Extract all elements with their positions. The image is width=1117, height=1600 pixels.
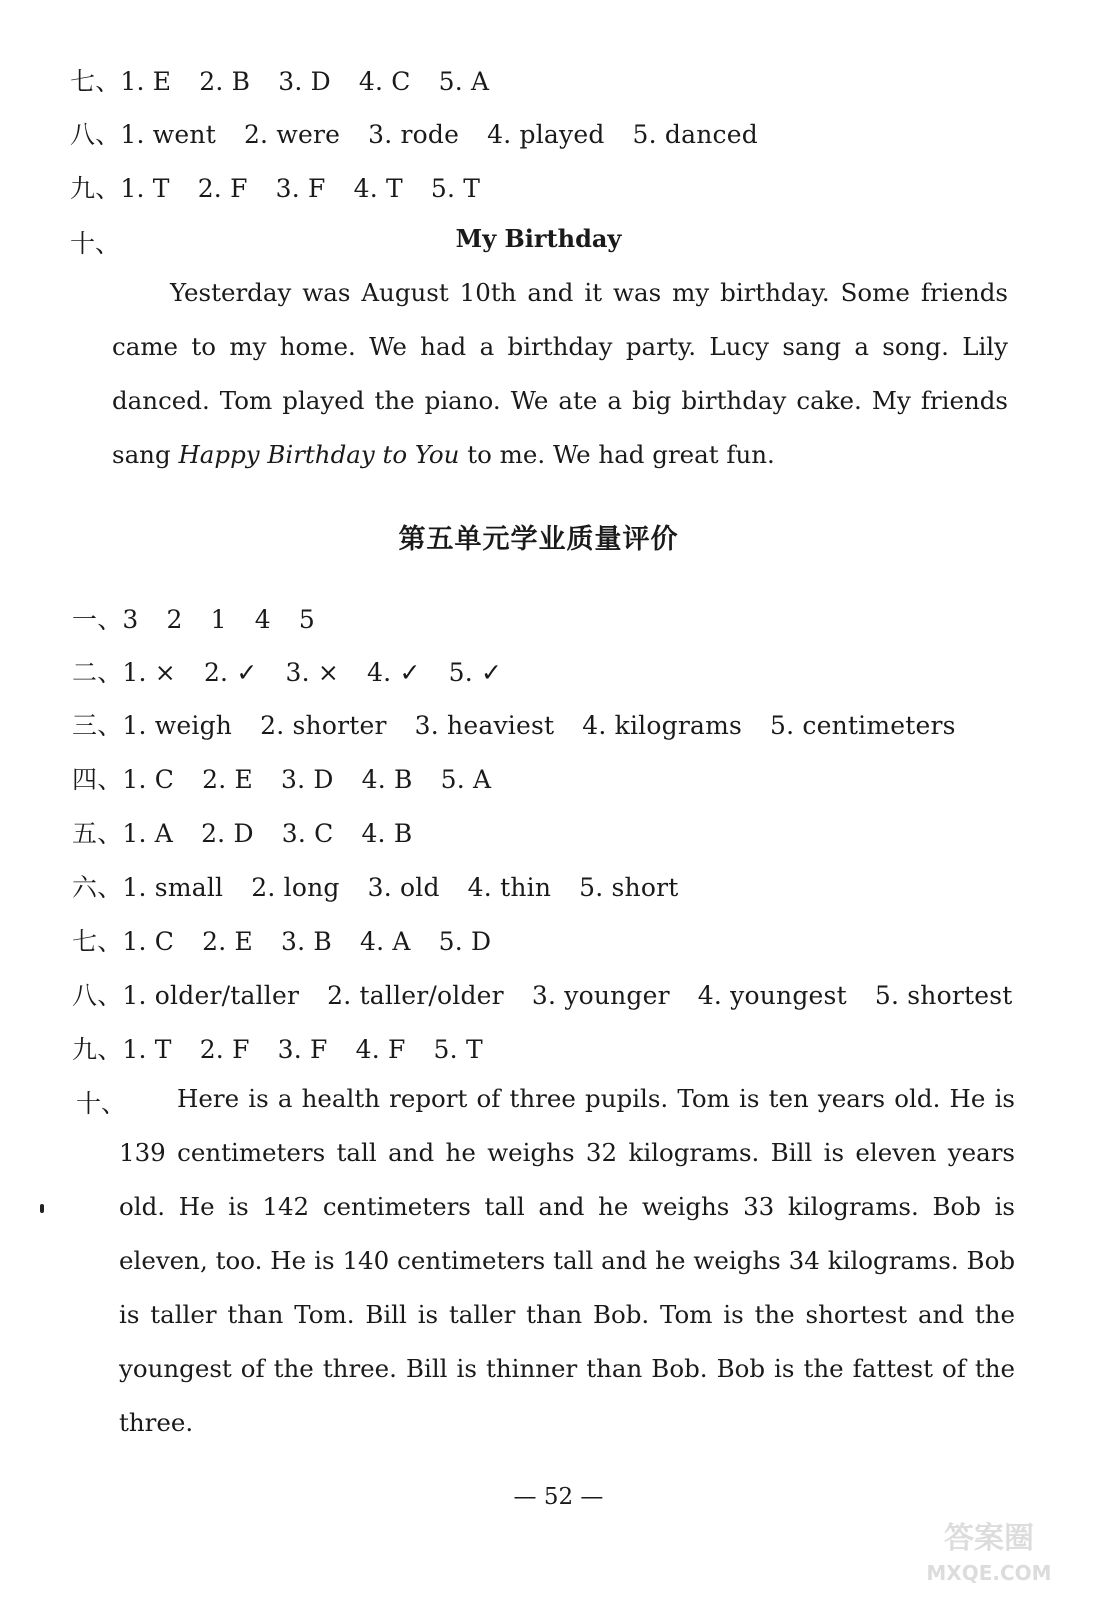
answer-row-4 bbox=[72, 760, 491, 796]
answer-item: 2. long bbox=[251, 873, 340, 902]
answer-item: 2. F bbox=[197, 174, 248, 203]
answer-item: 3. × bbox=[285, 658, 340, 687]
answer-item: 3. C bbox=[281, 819, 334, 848]
answer-item: 2. shorter bbox=[260, 711, 387, 740]
answer-item: 2. were bbox=[243, 120, 341, 149]
answer-item: 3. rode bbox=[368, 120, 460, 149]
unit-title: 第五单元学业质量评价 bbox=[398, 524, 679, 555]
answer-row-5 bbox=[72, 814, 412, 850]
answer-row-8 bbox=[72, 976, 1013, 1012]
answer-item: 2. B bbox=[199, 67, 251, 96]
essay-text: to me. We had great fun. bbox=[459, 440, 775, 469]
section-prefix: 三、 bbox=[72, 711, 123, 740]
answer-item: 3. F bbox=[275, 174, 326, 203]
answer-item: 3. B bbox=[281, 927, 332, 956]
answer-item: 4. B bbox=[361, 765, 413, 794]
answer-item: 4. ✓ bbox=[367, 658, 421, 687]
answer-item: 2. ✓ bbox=[203, 658, 258, 687]
answer-item: 4. thin bbox=[467, 873, 552, 902]
answer-item: 5. T bbox=[430, 174, 481, 203]
answer-item: 5. centimeters bbox=[770, 711, 956, 740]
essay-title: My Birthday bbox=[455, 224, 622, 253]
answer-row-3 bbox=[72, 706, 956, 742]
answer-item: 5. danced bbox=[632, 120, 758, 149]
section-prefix: 七、 bbox=[70, 67, 121, 96]
answer-item: 1. older/taller bbox=[122, 981, 300, 1010]
answer-item: 4. youngest bbox=[697, 981, 847, 1010]
section-prefix: 六、 bbox=[72, 873, 123, 902]
answer-item: 4. B bbox=[361, 819, 413, 848]
answer-item: 2. D bbox=[201, 819, 254, 848]
answer-row-9 bbox=[72, 1030, 483, 1066]
answer-item: 5. shortest bbox=[874, 981, 1013, 1010]
answer-item: 1. T bbox=[122, 1035, 172, 1064]
section-prefix: 五、 bbox=[72, 819, 123, 848]
answer-item: 4 bbox=[254, 605, 271, 634]
section-prefix: 二、 bbox=[72, 658, 123, 687]
answer-item: 3. F bbox=[277, 1035, 328, 1064]
watermark-line1: 答案圈 bbox=[944, 1521, 1034, 1556]
answer-item: 3. heaviest bbox=[414, 711, 555, 740]
answer-item: 1. C bbox=[122, 927, 175, 956]
answer-item: 4. T bbox=[353, 174, 403, 203]
answer-item: 1. weigh bbox=[122, 711, 233, 740]
answer-item: 2. F bbox=[199, 1035, 250, 1064]
answer-item: 1. A bbox=[122, 819, 174, 848]
answer-item: 5. A bbox=[438, 67, 490, 96]
answer-item: 1. × bbox=[122, 658, 176, 687]
section-prefix: 四、 bbox=[72, 765, 123, 794]
section-prefix: 八、 bbox=[72, 981, 123, 1010]
answer-item: 1 bbox=[210, 605, 227, 634]
essay-paragraph-birthday bbox=[112, 266, 1008, 482]
section-prefix-10-unit: 十、 bbox=[76, 1089, 127, 1118]
page-number: — 52 — bbox=[513, 1484, 604, 1510]
essay-text: Yesterday was August 10th and it was my birthday. Some friends came to my home. We had a birthday party. Lucy sang a song. Lily danced. Tom played the piano. We ate a big birthday cake. My friends sang bbox=[112, 278, 1008, 469]
watermark-logo bbox=[889, 1510, 1089, 1590]
answer-item: 1. T bbox=[120, 174, 170, 203]
answer-item: 4. F bbox=[355, 1035, 406, 1064]
section-prefix-10-top: 十、 bbox=[70, 229, 121, 258]
watermark-line2: MXQE.COM bbox=[926, 1561, 1052, 1585]
answer-item: 3. D bbox=[281, 765, 334, 794]
section-prefix: 九、 bbox=[70, 174, 121, 203]
answer-item: 3. younger bbox=[531, 981, 670, 1010]
essay-text: Here is a health report of three pupils. Tom is ten years old. He is 139 centimeters tall and he weighs 32 kilograms. Bill is eleven years old. He is 142 centimeters tall and he weighs 33 kilograms. Bob is eleven, too. He is 140 centimeters tall and he weighs 34 kilograms. Bob is taller than Tom. Bill is taller than Bob. Tom is the shortest and the youngest of the three. Bill is thinner than Bob. Bob is the fattest of the three. bbox=[119, 1084, 1015, 1437]
answer-row-7-top bbox=[70, 62, 489, 98]
answer-item: 3. old bbox=[367, 873, 440, 902]
answer-item: 2. E bbox=[202, 765, 253, 794]
scan-speck bbox=[40, 1204, 44, 1213]
answer-item: 1. C bbox=[122, 765, 175, 794]
song-title-italic: Happy Birthday to You bbox=[178, 440, 460, 469]
answer-item: 1. small bbox=[122, 873, 224, 902]
section-prefix: 七、 bbox=[72, 927, 123, 956]
answer-item: 4. played bbox=[487, 120, 605, 149]
answer-row-7 bbox=[72, 922, 491, 958]
answer-item: 5. A bbox=[440, 765, 492, 794]
answer-item: 5. D bbox=[438, 927, 492, 956]
answer-item: 2. taller/older bbox=[327, 981, 504, 1010]
answer-item: 3 bbox=[122, 605, 139, 634]
answer-item: 1. E bbox=[120, 67, 172, 96]
answer-item: 1. went bbox=[120, 120, 216, 149]
answer-row-8-top bbox=[70, 115, 758, 151]
answer-item: 5. ✓ bbox=[448, 658, 503, 687]
answer-item: 4. kilograms bbox=[582, 711, 743, 740]
section-prefix: 九、 bbox=[72, 1035, 123, 1064]
answer-row-2 bbox=[72, 653, 502, 689]
section-prefix: 八、 bbox=[70, 120, 121, 149]
answer-item: 5. short bbox=[579, 873, 679, 902]
answer-item: 4. C bbox=[358, 67, 411, 96]
answer-item: 5 bbox=[298, 605, 315, 634]
answer-row-1 bbox=[72, 600, 315, 636]
answer-item: 2. E bbox=[202, 927, 253, 956]
essay-paragraph-health-report bbox=[119, 1072, 1015, 1450]
answer-item: 3. D bbox=[278, 67, 331, 96]
answer-row-9-top bbox=[70, 169, 480, 205]
section-prefix: 一、 bbox=[72, 605, 123, 634]
answer-row-6 bbox=[72, 868, 679, 904]
answer-item: 5. T bbox=[433, 1035, 483, 1064]
answer-item: 2 bbox=[166, 605, 183, 634]
answer-item: 4. A bbox=[359, 927, 411, 956]
